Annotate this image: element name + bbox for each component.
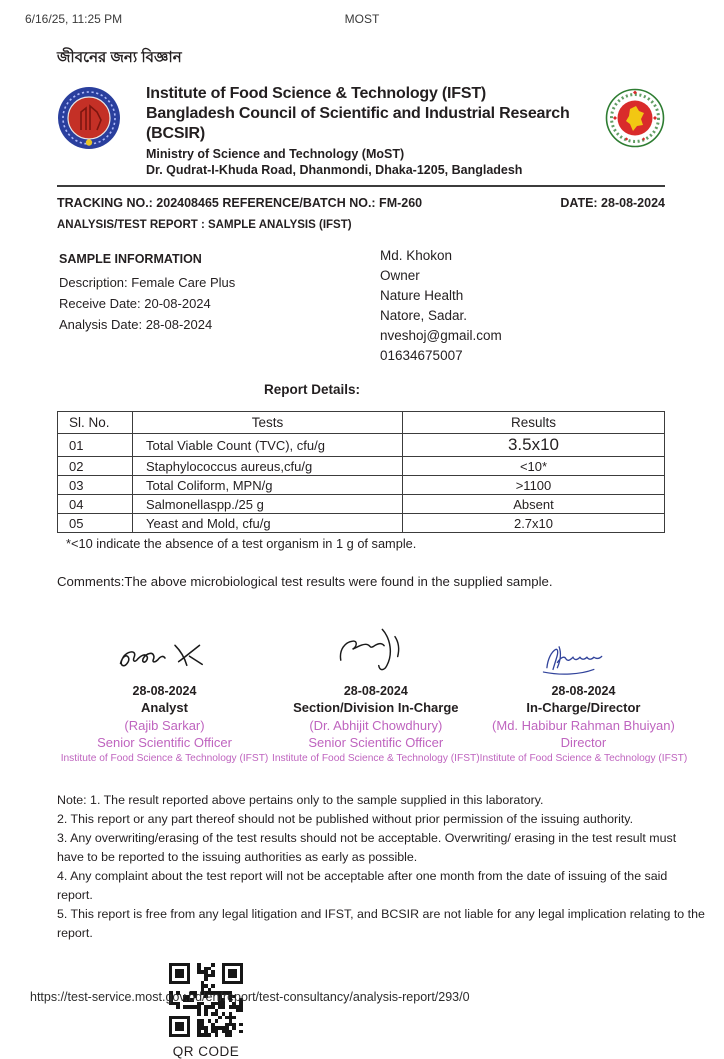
customer-role: Owner <box>380 268 420 283</box>
note-line: 4. Any complaint about the test report will not be acceptable after one month from the date of issuing of the said report. <box>57 869 668 902</box>
table-row <box>58 476 665 495</box>
report-document <box>57 40 705 1059</box>
footer-url: https://test-service.most.gov.bd/en/report/test-consultancy/analysis-report/293/0 <box>30 990 470 1004</box>
signature-title: Director <box>560 735 607 750</box>
signature-name: (Md. Habibur Rahman Bhuiyan) <box>492 718 675 733</box>
results-footnote: *<10 indicate the absence of a test organism in 1 g of sample. <box>66 536 417 551</box>
sample-info-heading: SAMPLE INFORMATION <box>59 252 202 266</box>
cell-result: 2.7x10 <box>403 514 665 533</box>
table-row <box>58 514 665 533</box>
report-type: ANALYSIS/TEST REPORT : SAMPLE ANALYSIS (IFST) <box>57 219 352 231</box>
cell-sl-no: 04 <box>58 495 133 514</box>
customer-info-block <box>380 246 502 366</box>
sample-description: Description: Female Care Plus <box>59 275 236 290</box>
table-header-row <box>58 412 665 434</box>
note-line: Note: 1. The result reported above pertains only to the sample supplied in this laboratory. <box>57 793 544 807</box>
comments-line: Comments:The above microbiological test results were found in the supplied sample. <box>57 574 553 589</box>
signature-org: Institute of Food Science & Technology (IFST) <box>272 753 480 764</box>
qr-finder-top-right <box>222 963 243 984</box>
cell-test-name: Total Coliform, MPN/g <box>133 476 403 495</box>
ministry-name: Ministry of Science and Technology (MoST) <box>146 147 405 161</box>
customer-phone: 01634675007 <box>380 348 463 363</box>
director-signature-image <box>480 622 688 680</box>
meta-row <box>57 196 665 210</box>
print-page-title: MOST <box>344 12 380 26</box>
signature-block-analyst <box>57 622 272 764</box>
signature-date: 28-08-2024 <box>551 684 616 698</box>
signature-role: In-Charge/Director <box>526 700 641 715</box>
note-line: 2. This report or any part thereof should not be published without prior permission of the issuing authority. <box>57 812 634 826</box>
cell-result: 3.5x10 <box>403 434 665 457</box>
table-row <box>58 495 665 514</box>
sample-info-block <box>59 252 235 335</box>
signature-name: (Rajib Sarkar) <box>124 718 205 733</box>
cell-test-name: Salmonellaspp./25 g <box>133 495 403 514</box>
analysis-date: Analysis Date: 28-08-2024 <box>59 317 213 332</box>
signature-org: Institute of Food Science & Technology (IFST) <box>60 753 269 764</box>
print-header <box>25 12 699 28</box>
signature-title: Senior Scientific Officer <box>308 735 444 750</box>
cell-result: <10* <box>403 457 665 476</box>
motto-bengali: জীবনের জন্য বিজ্ঞান <box>57 49 182 66</box>
signature-block-section-incharge <box>272 622 480 764</box>
table-row <box>58 457 665 476</box>
org-header <box>57 84 665 178</box>
cell-test-name: Staphylococcus aureus,cfu/g <box>133 457 403 476</box>
org-text-block <box>121 84 605 178</box>
cell-test-name: Total Viable Count (TVC), cfu/g <box>133 434 403 457</box>
council-name: Bangladesh Council of Scientific and Industrial Research (BCSIR) <box>146 105 570 142</box>
cell-test-name: Yeast and Mold, cfu/g <box>133 514 403 533</box>
notes-section <box>57 791 705 943</box>
qr-label: QR CODE <box>172 1044 240 1059</box>
note-line: 3. Any overwriting/erasing of the test results should not be acceptable. Overwriting/ erasing in the test result must have to be reported to the issuing authorities as early as possible. <box>57 831 677 864</box>
info-section <box>57 246 665 363</box>
qr-block <box>168 963 244 1059</box>
signature-date: 28-08-2024 <box>343 684 408 698</box>
signature-block-director <box>480 622 688 764</box>
signature-role: Section/Division In-Charge <box>293 700 459 715</box>
qr-finder-top-left <box>169 963 190 984</box>
customer-email: nveshoj@gmail.com <box>380 328 502 343</box>
signature-role: Analyst <box>141 700 188 715</box>
cell-sl-no: 01 <box>58 434 133 457</box>
results-table <box>57 411 665 533</box>
column-header-tests: Tests <box>133 412 403 434</box>
report-date: DATE: 28-08-2024 <box>560 196 665 210</box>
qr-finder-bottom-left <box>169 1016 190 1037</box>
cell-sl-no: 05 <box>58 514 133 533</box>
customer-address: Natore, Sadar. <box>380 308 468 323</box>
signature-title: Senior Scientific Officer <box>97 735 232 750</box>
signatures-section <box>57 622 688 764</box>
signature-org: Institute of Food Science & Technology (IFST) <box>479 753 688 764</box>
bcsir-logo-icon <box>57 86 121 150</box>
header-divider <box>57 185 665 187</box>
receive-date: Receive Date: 20-08-2024 <box>59 296 211 311</box>
cell-sl-no: 03 <box>58 476 133 495</box>
signature-date: 28-08-2024 <box>132 684 197 698</box>
org-address: Dr. Qudrat-I-Khuda Road, Dhanmondi, Dhaka-1205, Bangladesh <box>146 163 523 177</box>
analyst-signature-image <box>57 622 272 680</box>
note-line: 5. This report is free from any legal litigation and IFST, and BCSIR are not liable for any legal implication relating to the report. <box>57 907 705 940</box>
section-incharge-signature-image <box>272 622 480 680</box>
cell-result: >1100 <box>403 476 665 495</box>
column-header-sl-no: Sl. No. <box>58 412 133 434</box>
table-row <box>58 434 665 457</box>
customer-name: Md. Khokon <box>380 248 453 263</box>
cell-sl-no: 02 <box>58 457 133 476</box>
tracking-number: TRACKING NO.: 202408465 REFERENCE/BATCH NO.: FM-260 <box>57 196 423 210</box>
institute-name: Institute of Food Science & Technology (IFST) <box>146 85 487 102</box>
print-timestamp: 6/16/25, 11:25 PM <box>25 12 123 26</box>
customer-company: Nature Health <box>380 288 464 303</box>
signature-name: (Dr. Abhijit Chowdhury) <box>309 718 443 733</box>
govt-emblem-icon <box>605 88 665 148</box>
column-header-results: Results <box>403 412 665 434</box>
cell-result: Absent <box>403 495 665 514</box>
report-details-heading: Report Details: <box>264 382 361 397</box>
